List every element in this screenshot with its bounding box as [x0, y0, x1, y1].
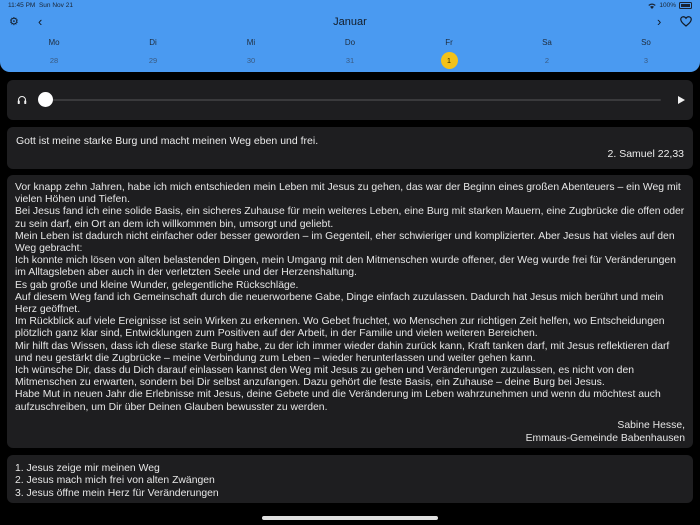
devotion-paragraph: Im Rückblick auf viele Ereignisse ist sein Wirken zu erkennen. Wo Gebet fruchtet, wo Menschen zur richtigen Zeit helfen, wo Entscheidungen plötzlich ganz klar sind, Entwicklungen zum Positiven auf der Arbeit, in der Familie und vielen weiteren Bereichen. — [15, 316, 665, 340]
status-time: 11:45 PM Sun Nov 21 — [8, 2, 73, 9]
day-sa[interactable]: Sa 2 — [527, 37, 567, 69]
devotion-paragraph: Vor knapp zehn Jahren, habe ich mich entschieden mein Leben mit Jesus zu gehen, das war der Beginn eines großen Abenteuers – ein Weg mit vielen Höhen und Tiefen. — [15, 182, 681, 206]
devotion-paragraph: Ich wünsche Dir, dass du Dich darauf einlassen kannst den Weg mit Jesus zu gehen und Veränderungen zuzulassen, es nicht von den Mitmenschen zu erwarten, sondern bei Dir selbst anzufangen. Dazu gehört die feste Basis, ein Zuhause – deine Burg bei Jesus. — [15, 365, 635, 389]
devotion-text — [7, 175, 693, 448]
verse-text: Gott ist meine starke Burg und macht meinen Weg eben und frei. — [16, 135, 319, 147]
verse-reference: 2. Samuel 22,33 — [607, 148, 684, 160]
author-name: Sabine Hesse, — [617, 419, 685, 431]
day-number-selected: 1 — [441, 52, 458, 69]
prayer-list — [7, 455, 693, 503]
heart-icon[interactable] — [680, 16, 692, 27]
calendar-header — [0, 0, 700, 72]
day-number: 28 — [49, 56, 59, 65]
daily-verse — [7, 127, 693, 169]
play-icon[interactable] — [676, 95, 686, 105]
day-number: 3 — [643, 56, 649, 65]
status-right — [648, 2, 692, 9]
audio-player — [7, 80, 693, 120]
signature — [15, 419, 685, 445]
author-community: Emmaus-Gemeinde Babenhausen — [525, 432, 685, 444]
devotion-paragraph: Es gab große und kleine Wunder, gelegentliche Rückschläge. — [15, 279, 299, 291]
day-mo[interactable]: Mo 28 — [34, 37, 74, 69]
chevron-right-icon[interactable]: › — [657, 14, 662, 29]
month-title: Januar — [333, 16, 367, 28]
day-number: 2 — [544, 56, 550, 65]
home-indicator[interactable] — [262, 516, 438, 520]
day-fr[interactable]: Fr 1 — [429, 37, 469, 69]
prayer-item: 1. Jesus zeige mir meinen Weg — [15, 463, 160, 474]
battery-icon — [679, 2, 692, 9]
devotion-paragraph: Bei Jesus fand ich eine solide Basis, ein sicheres Zuhause für mein weiteres Leben, eine Burg mit starken Mauern, eine Zugbrücke die offen oder zu sein darf, ein Ort an dem ich willkommen bin, umsorgt und geliebt. — [15, 206, 685, 230]
gear-icon[interactable]: ⚙ — [9, 16, 19, 28]
battery-percent: 100% — [659, 2, 676, 9]
devotion-paragraph: Habe Mut in neuen Jahr die Erlebnisse mit Jesus, deine Gebete und die Veränderung im Leben wahrzunehmen und wenn du möchtest auch aufzuschreiben, um Dir über Deinen Glauben bewusster zu werden. — [15, 389, 661, 413]
day-number: 31 — [345, 56, 355, 65]
prayer-item: 2. Jesus mach mich frei von alten Zwängen — [15, 475, 215, 487]
audio-progress-track[interactable] — [41, 99, 661, 101]
devotion-paragraph: Ich konnte mich lösen von alten belastenden Dingen, mein Umgang mit den Mitmenschen wurde offener, der Weg wurde frei für Veränderungen im Alltagsleben aber auch in der verletzten Seele und der Herzenshaltung. — [15, 255, 676, 279]
devotion-paragraph: Mein Leben ist dadurch nicht einfacher oder besser geworden – im Gegenteil, eher schwieriger und komplizierter. Aber Jesus hat vieles auf den Weg gebracht: — [15, 230, 675, 255]
day-di[interactable]: Di 29 — [133, 37, 173, 69]
prayer-item: 3. Jesus öffne mein Herz für Veränderungen — [15, 487, 219, 499]
wifi-icon — [648, 3, 656, 9]
day-number: 29 — [148, 56, 158, 65]
day-so[interactable]: So 3 — [626, 37, 666, 69]
day-number: 30 — [246, 56, 256, 65]
devotion-paragraph: Auf diesem Weg fand ich Gemeinschaft durch die neuerworbene Gabe, Dinge einfach zuzulassen. Dadurch hat Jesus mich berührt und mein Herz geöffnet. — [15, 291, 664, 316]
audio-progress-knob[interactable] — [38, 92, 53, 107]
devotion-paragraph: Mir hilft das Wissen, dass ich diese starke Burg habe, zu der ich immer wieder dahin zurück kann, Kraft tanken darf, mit Jesus reflektieren darf und neu gestärkt die Zugbrücke – meine Verbindung zum Leben – wieder herunterlassen und weiter gehen kann. — [15, 340, 670, 364]
day-mi[interactable]: Mi 30 — [231, 37, 271, 69]
chevron-left-icon[interactable]: ‹ — [38, 14, 43, 29]
day-do[interactable]: Do 31 — [330, 37, 370, 69]
headphones-icon — [17, 95, 27, 105]
